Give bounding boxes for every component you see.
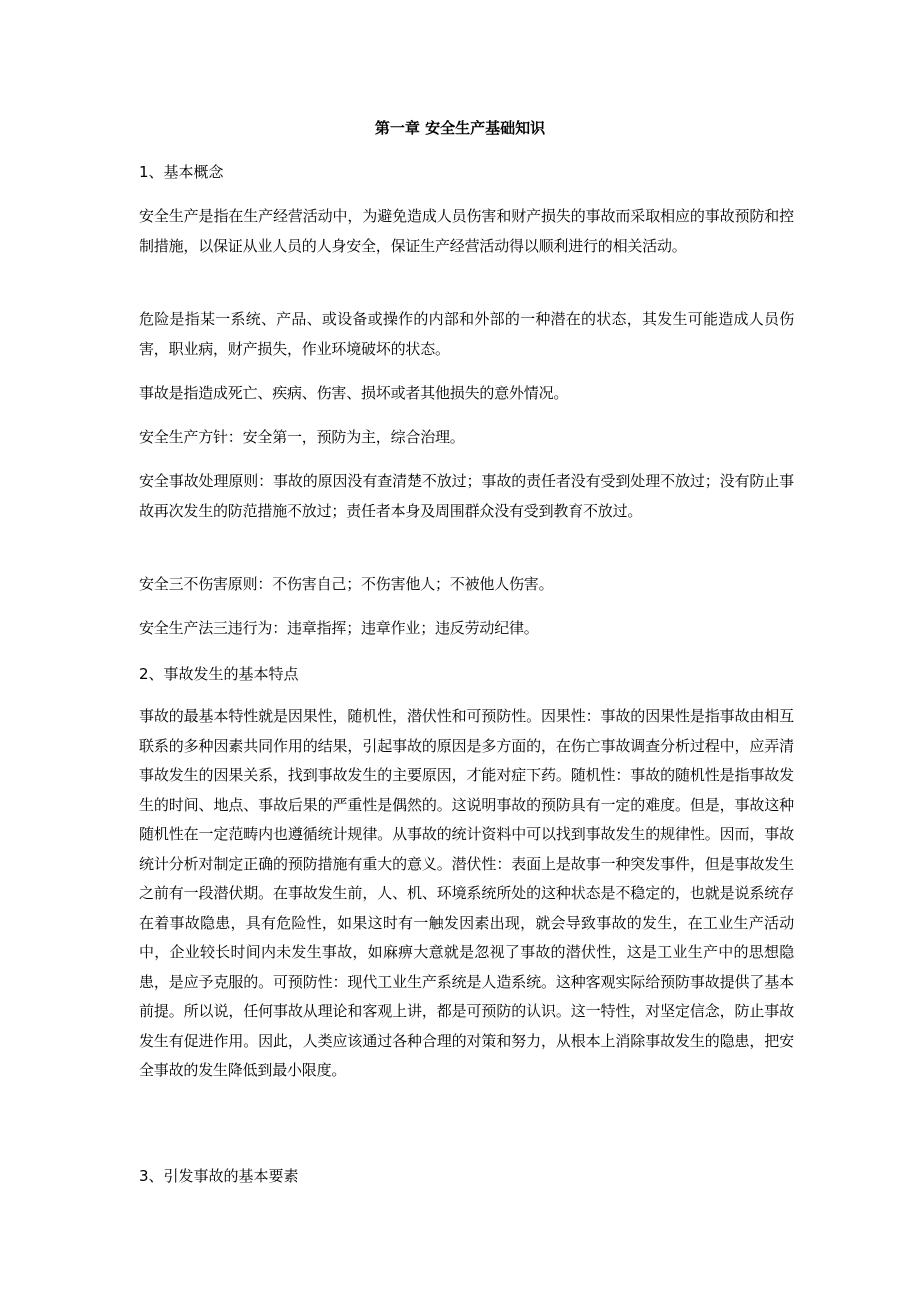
section-heading-1: 1、基本概念	[139, 163, 224, 181]
paragraph-danger-definition: 危险是指某一系统、产品、或设备或操作的内部和外部的一种潜在的状态，其发生可能造成人员伤害，职业病，财产损失，作业环境破坏的状态。	[139, 310, 794, 358]
paragraph-accident-definition: 事故是指造成死亡、疾病、伤害、损坏或者其他损失的意外情况。	[139, 384, 569, 402]
paragraph-three-violations: 安全生产法三违行为：违章指挥；违章作业；违反劳动纪律。	[139, 619, 539, 637]
section-heading-3: 3、引发事故的基本要素	[139, 1167, 299, 1185]
section-heading-2: 2、事故发生的基本特点	[139, 665, 299, 683]
document-title: 第一章 安全生产基础知识	[374, 119, 546, 137]
paragraph-safety-policy: 安全生产方针：安全第一，预防为主，综合治理。	[139, 428, 465, 446]
paragraph-safety-production-definition: 安全生产是指在生产经营活动中，为避免造成人员伤害和财产损失的事故而采取相应的事故预防和控制措施，以保证从业人员的人身安全，保证生产经营活动得以顺利进行的相关活动。	[139, 207, 794, 255]
paragraph-accident-characteristics: 事故的最基本特性就是因果性，随机性，潜伏性和可预防性。因果性：事故的因果性是指事故由相互联系的多种因素共同作用的结果，引起事故的原因是多方面的，在伤亡事故调查分析过程中，应弄清事故发生的因果关系，找到事故发生的主要原因，才能对症下药。随机性：事故的随机性是指事故发生的时间、地点、事故后果的严重性是偶然的。这说明事故的预防具有一定的难度。但是，事故这种随机性在一定范畴内也遵循统计规律。从事故的统计资料中可以找到事故发生的规律性。因而，事故统计分析对制定正确的预防措施有重大的意义。潜伏性：表面上是故事一种突发事件，但是事故发生之前有一段潜伏期。在事故发生前，人、机、环境系统所处的这种状态是不稳定的，也就是说系统存在着事故隐患，具有危险性，如果这时有一触发因素出现，就会导致事故的发生，在工业生产活动中，企业较长时间内未发生事故，如麻痹大意就是忽视了事故的潜伏性，这是工业生产中的思想隐患，是应予克服的。可预防性：现代工业生产系统是人造系统。这种客观实际给预防事故提供了基本前提。所以说，任何事故从理论和客观上讲，都是可预防的认识。这一特性，对坚定信念，防止事故发生有促进作用。因此，人类应该通过各种合理的对策和努力，从根本上消除事故发生的隐患，把安全事故的发生降低到最小限度。	[139, 707, 794, 1079]
paragraph-three-no-harm-principle: 安全三不伤害原则：不伤害自己；不伤害他人；不被他人伤害。	[139, 575, 554, 593]
paragraph-accident-handling-principles: 安全事故处理原则：事故的原因没有查清楚不放过；事故的责任者没有受到处理不放过；没有防止事故再次发生的防范措施不放过；责任者本身及周围群众没有受到教育不放过。	[139, 472, 794, 520]
